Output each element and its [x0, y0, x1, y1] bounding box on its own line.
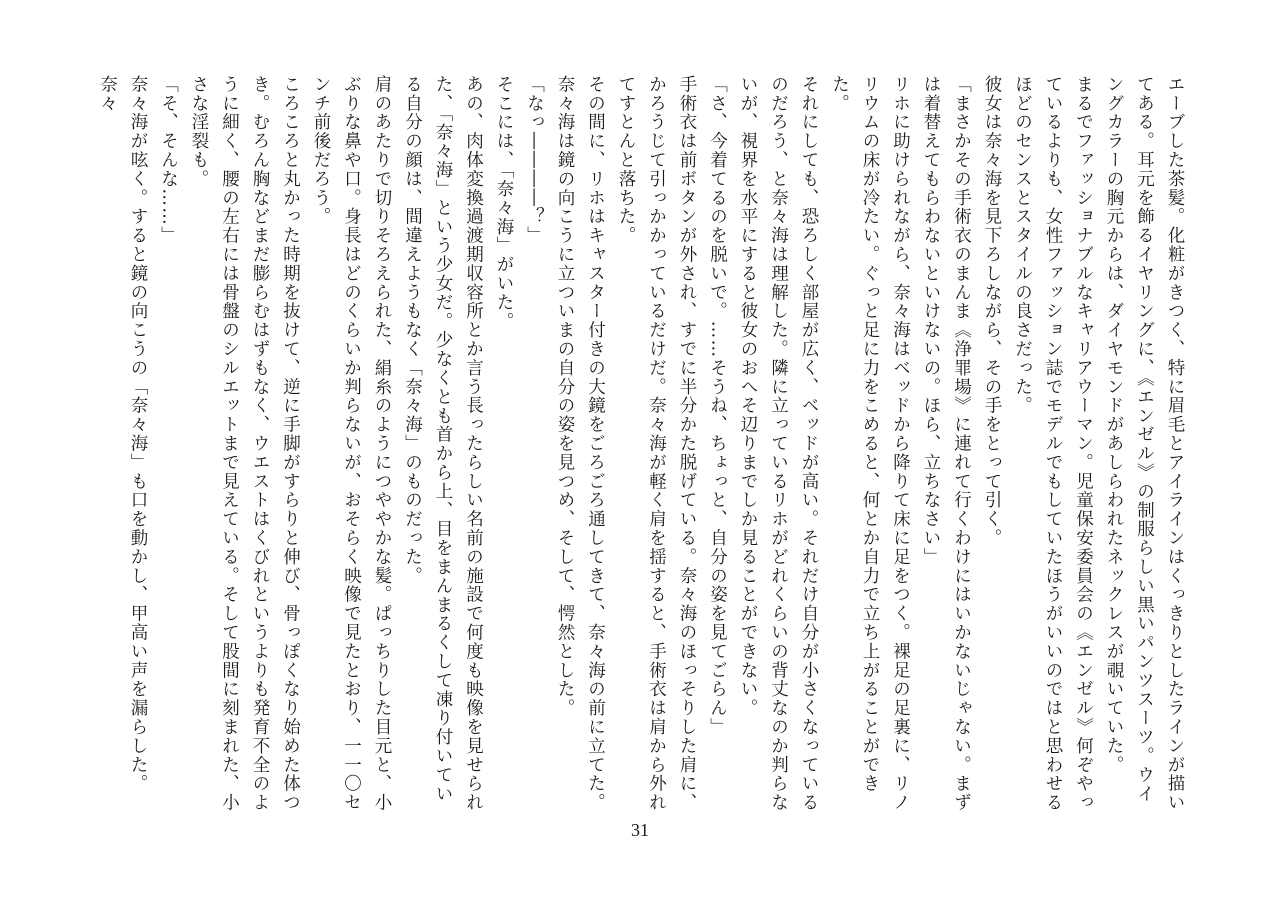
- paragraph: 奈々海が呟く。すると鏡の向こうの「奈々海」も口を動かし、甲高い声を漏らした。奈々: [97, 75, 148, 794]
- paragraph: 「そ、そんな……」: [158, 75, 179, 246]
- paragraph: あの、肉体変換過渡期収容所とか言う長ったらしい名前の施設で何度も映像を見せられた、「奈々海」という少女だ。少なくとも首から上、目をまんまるくして凍り付いている自分の顔は、間違えようもなく「奈々海」のものだった。: [402, 75, 484, 813]
- paragraph: その間に、リホはキャスター付きの大鏡をごろごろ通してきて、奈々海の前に立てた。奈々海は鏡の向こうに立ついまの自分の姿を見つめ、そして、愕然とした。: [555, 75, 606, 813]
- paragraph: 「まさかその手術衣のまんま《浄罪場》に連れて行くわけにはいかないじゃない。まずは着替えてもらわないといけないの。ほら、立ちなさい」: [921, 75, 972, 813]
- paragraph: そこには、「奈々海」がいた。: [494, 75, 514, 331]
- paragraph: 「さ、今着てるのを脱いで。……そうね、ちょっと、自分の姿を見てごらん」: [707, 75, 728, 737]
- vertical-text-body: [90, 75, 1190, 815]
- paragraph: 彼女は奈々海を見下ろしながら、その手をとって引く。: [982, 75, 1002, 548]
- paragraph: 「なっ――――？」: [524, 75, 545, 246]
- paragraph: 手術衣は前ボタンが外され、すでに半分かた脱げている。奈々海のほっそりした肩に、かろうじて引っかかっているだけだ。奈々海が軽く肩を揺すると、手術衣は肩から外れてすとんと落ちた。: [616, 75, 697, 813]
- page-number: 31: [631, 820, 649, 840]
- paragraph: それにしても、恐ろしく部屋が広く、ベッドが高い。それだけ自分が小さくなっているのだろう、と奈々海は理解した。隣に立っているリホがどれくらいの背丈なのか判らないが、視界を水平にすると彼女のおへそ辺りまでしか見ることができない。: [738, 75, 819, 813]
- paragraph: まるでファッショナブルなキャリアウーマン。児童保安委員会の《エンゼル》何ぞやっているよりも、女性ファッション誌でモデルでもしていたほうがいいのではと思わせるほどのセンスとスタイルの良さだった。: [1012, 75, 1094, 813]
- paragraph: リホに助けられながら、奈々海はベッドから降りて床に足をつく。裸足の足裏に、リノリウムの床が冷たい。ぐっと足に力をこめると、何とか自力で立ち上がることができた。: [829, 75, 911, 813]
- paragraph: 肩のあたりで切りそろえられた、絹糸のようにつややかな髪。ぱっちりした目元と、小ぶりな鼻や口。身長はどのくらいか判らないが、おそらく映像で見たとおり、一一〇センチ前後だろう。: [311, 75, 392, 813]
- paragraph: ころころと丸かった時期を抜けて、逆に手脚がすらりと伸び、骨っぽくなり始めた体つき。むろん胸などまだ膨らむはずもなく、ウエストはくびれというよりも発育不全のように細く、腰の左右には骨盤のシルエットまで見えている。そして股間に刻まれた、小さな淫裂も。: [189, 75, 301, 813]
- paragraph: エーブした茶髪。化粧がきつく、特に眉毛とアイラインはくっきりとしたラインが描いてある。耳元を飾るイヤリングに、《エンゼル》の制服らしい黒いパンツスーツ。ウイングカラーの胸元からは、ダイヤモンドがあしらわれたネックレスが覗いていた。: [1104, 75, 1185, 813]
